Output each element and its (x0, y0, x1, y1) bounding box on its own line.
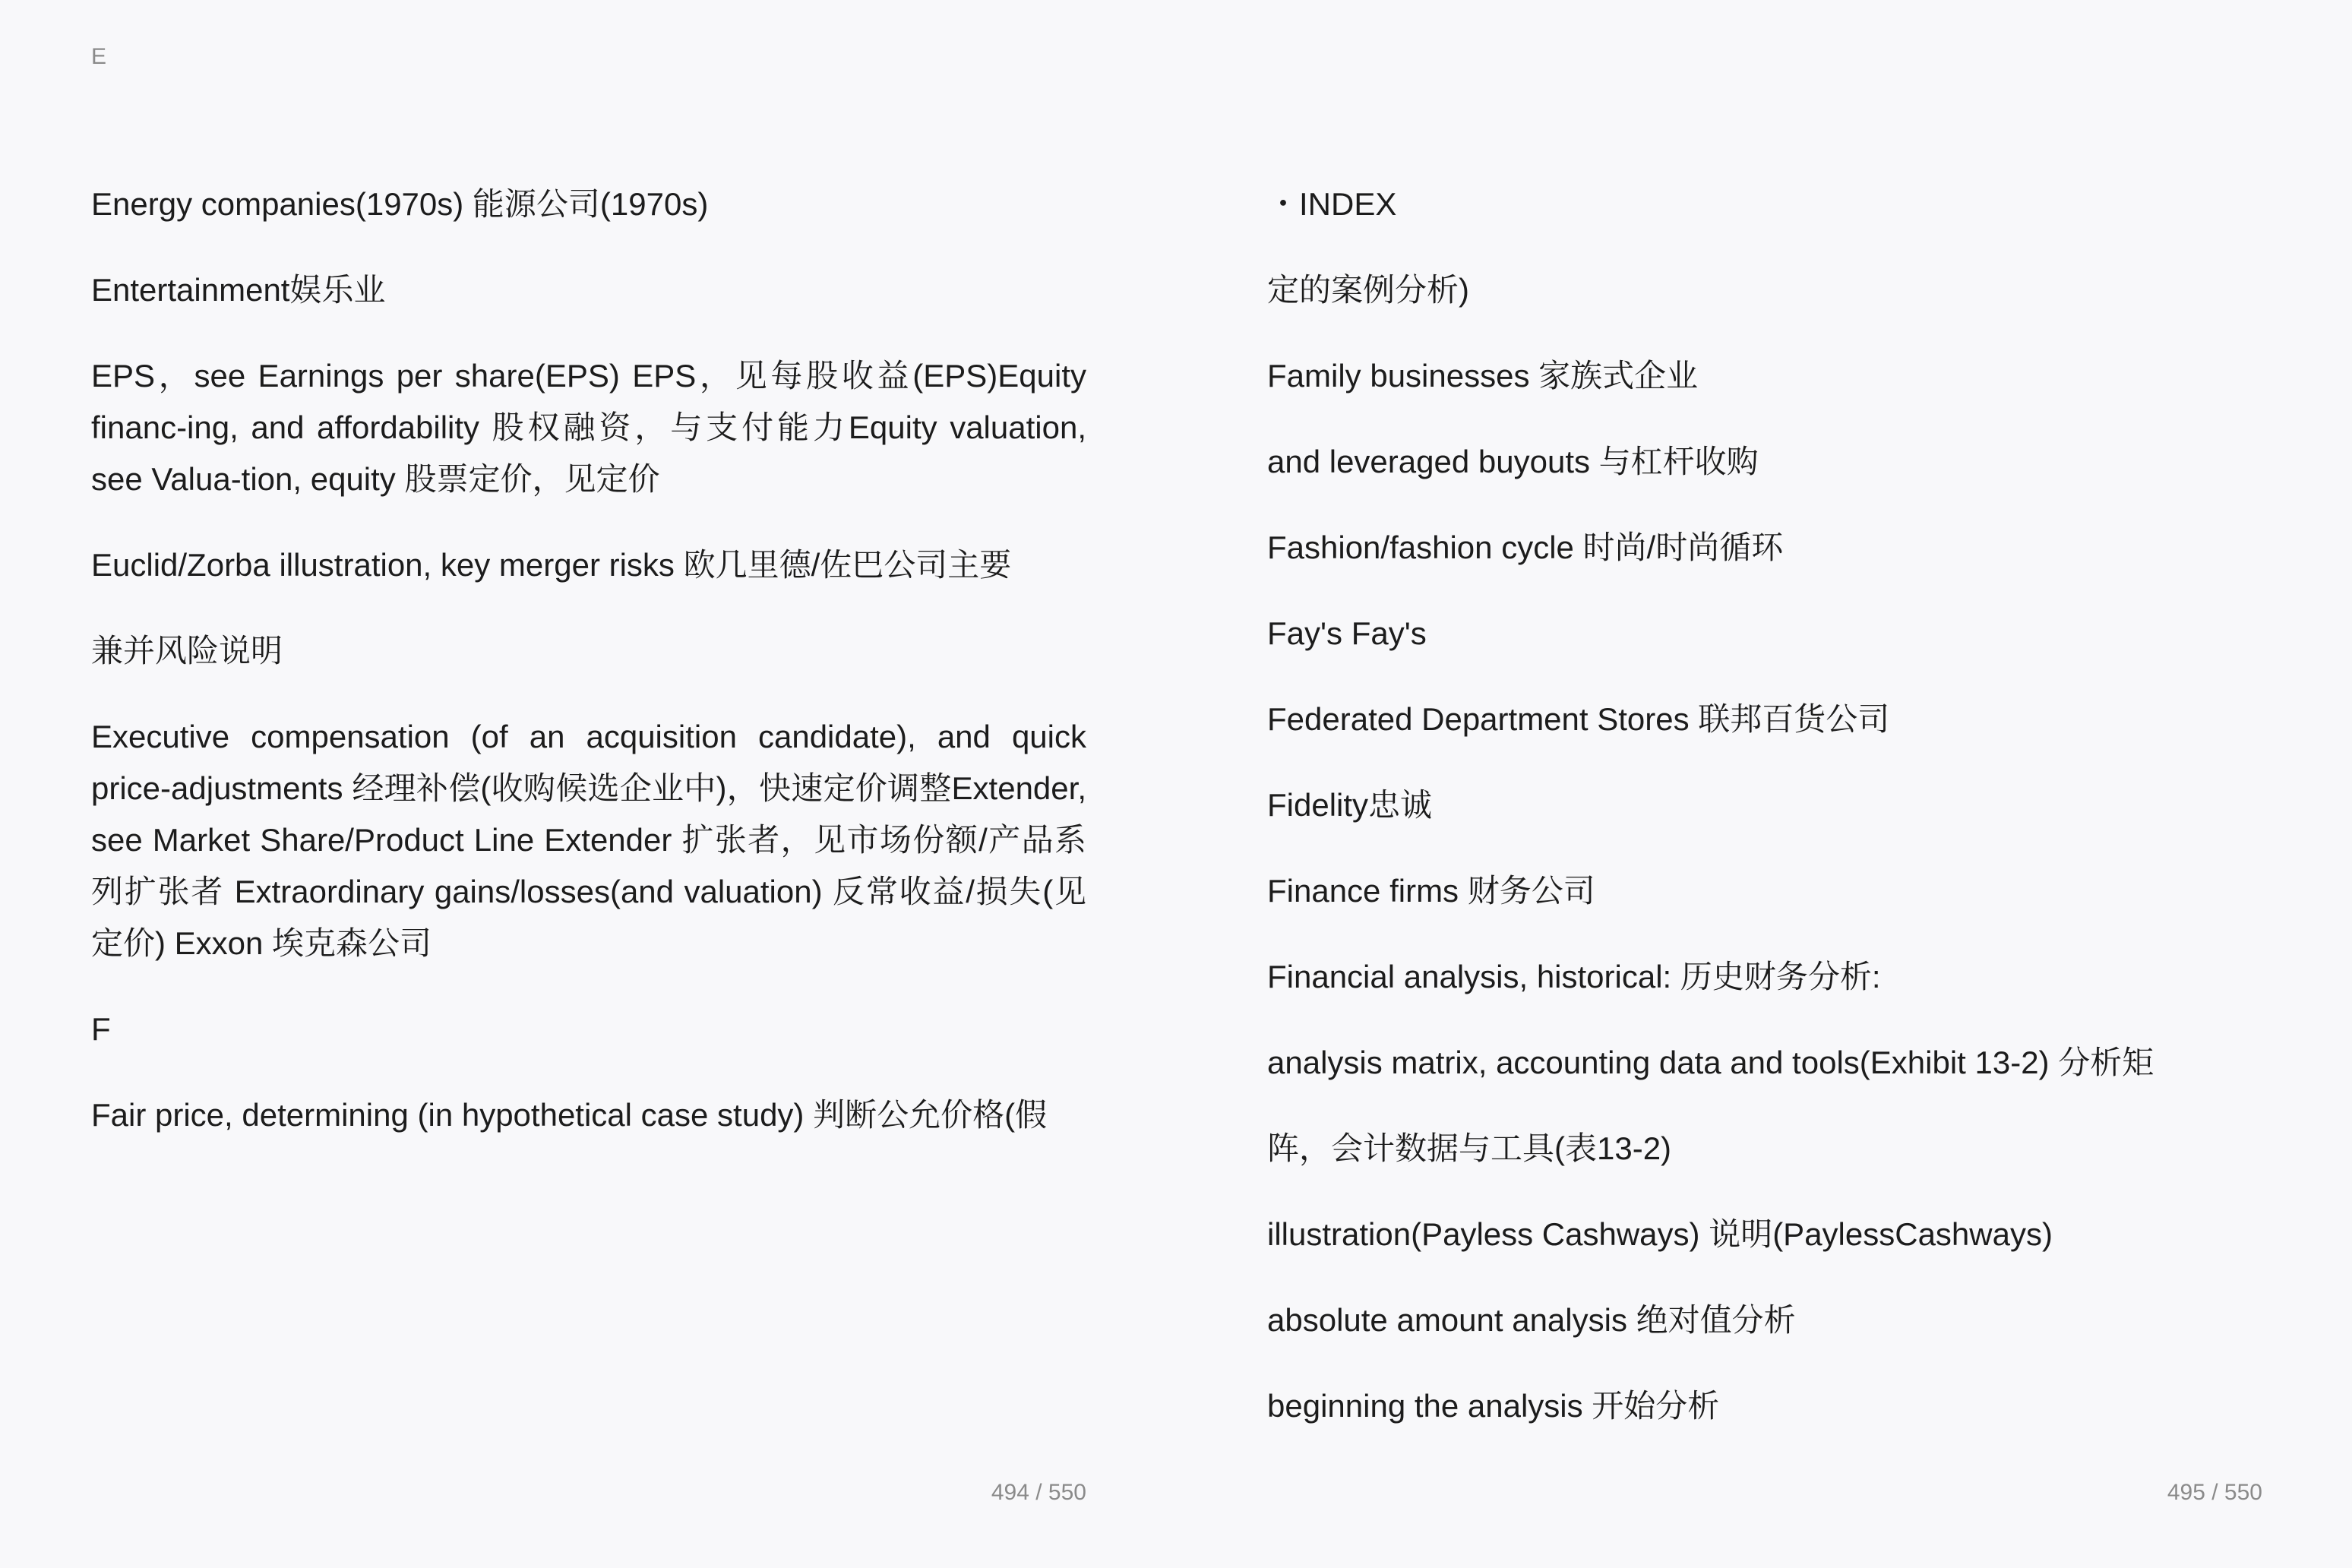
right-page (1267, 0, 2262, 1568)
page-number: 495 / 550 (2167, 1480, 2262, 1505)
index-entry: EPS，see Earnings per share(EPS) EPS，见每股收益(EPS)Equity financ-ing, and affordability 股权融资，与支付能力Equity valuation, see Valua-tion, equity 股票定价，见定价 (91, 358, 1086, 497)
index-entry: Fair price, determining (in hypothetical case study) 判断公允价格(假 (91, 1097, 1048, 1133)
index-entry: 阵，会计数据与工具(表13-2) (1267, 1130, 1672, 1166)
index-entry: 定的案例分析) (1267, 272, 1469, 308)
index-entry: Finance firms 财务公司 (1267, 873, 1595, 909)
index-entry: Family businesses 家族式企业 (1267, 358, 1699, 394)
index-entry: and leveraged buyouts 与杠杆收购 (1267, 444, 1759, 479)
section-heading-f: F (91, 1011, 111, 1047)
page-number: 494 / 550 (991, 1480, 1086, 1505)
index-list (91, 179, 1086, 1175)
index-entry: absolute amount analysis 绝对值分析 (1267, 1302, 1796, 1338)
running-header: ・INDEX (1267, 186, 1397, 222)
index-entry: analysis matrix, accounting data and tools(Exhibit 13-2) 分析矩 (1267, 1045, 2154, 1080)
section-letter: E (91, 44, 107, 69)
index-entry: Fidelity忠诚 (1267, 787, 1433, 823)
left-page (91, 0, 1086, 1568)
index-entry: Fashion/fashion cycle 时尚/时尚循环 (1267, 530, 1784, 565)
index-entry: Federated Department Stores 联邦百货公司 (1267, 701, 1890, 737)
index-entry: Euclid/Zorba illustration, key merger risks 欧几里德/佐巴公司主要 (91, 547, 1012, 583)
index-list (1267, 179, 2262, 1466)
index-entry: Executive compensation (of an acquisition candidate), and quick price-adjustments 经理补偿(收购候选企业中)，快速定价调整Extender, see Market Share/Product Line Extender 扩张者，见市场份额/产品系列扩张者 Extraordinary gains/losses(and valuation) 反常收益/损失(见定价) Exxon 埃克森公司 (91, 719, 1086, 961)
index-entry: beginning the analysis 开始分析 (1267, 1388, 1720, 1424)
index-entry: Energy companies(1970s) 能源公司(1970s) (91, 186, 709, 222)
index-entry: Financial analysis, historical: 历史财务分析: (1267, 959, 1881, 994)
index-entry: illustration(Payless Cashways) 说明(PaylessCashways) (1267, 1216, 2053, 1252)
index-entry: 兼并风险说明 (91, 633, 283, 669)
index-entry: Fay's Fay's (1267, 615, 1427, 651)
index-entry: Entertainment娱乐业 (91, 272, 386, 308)
